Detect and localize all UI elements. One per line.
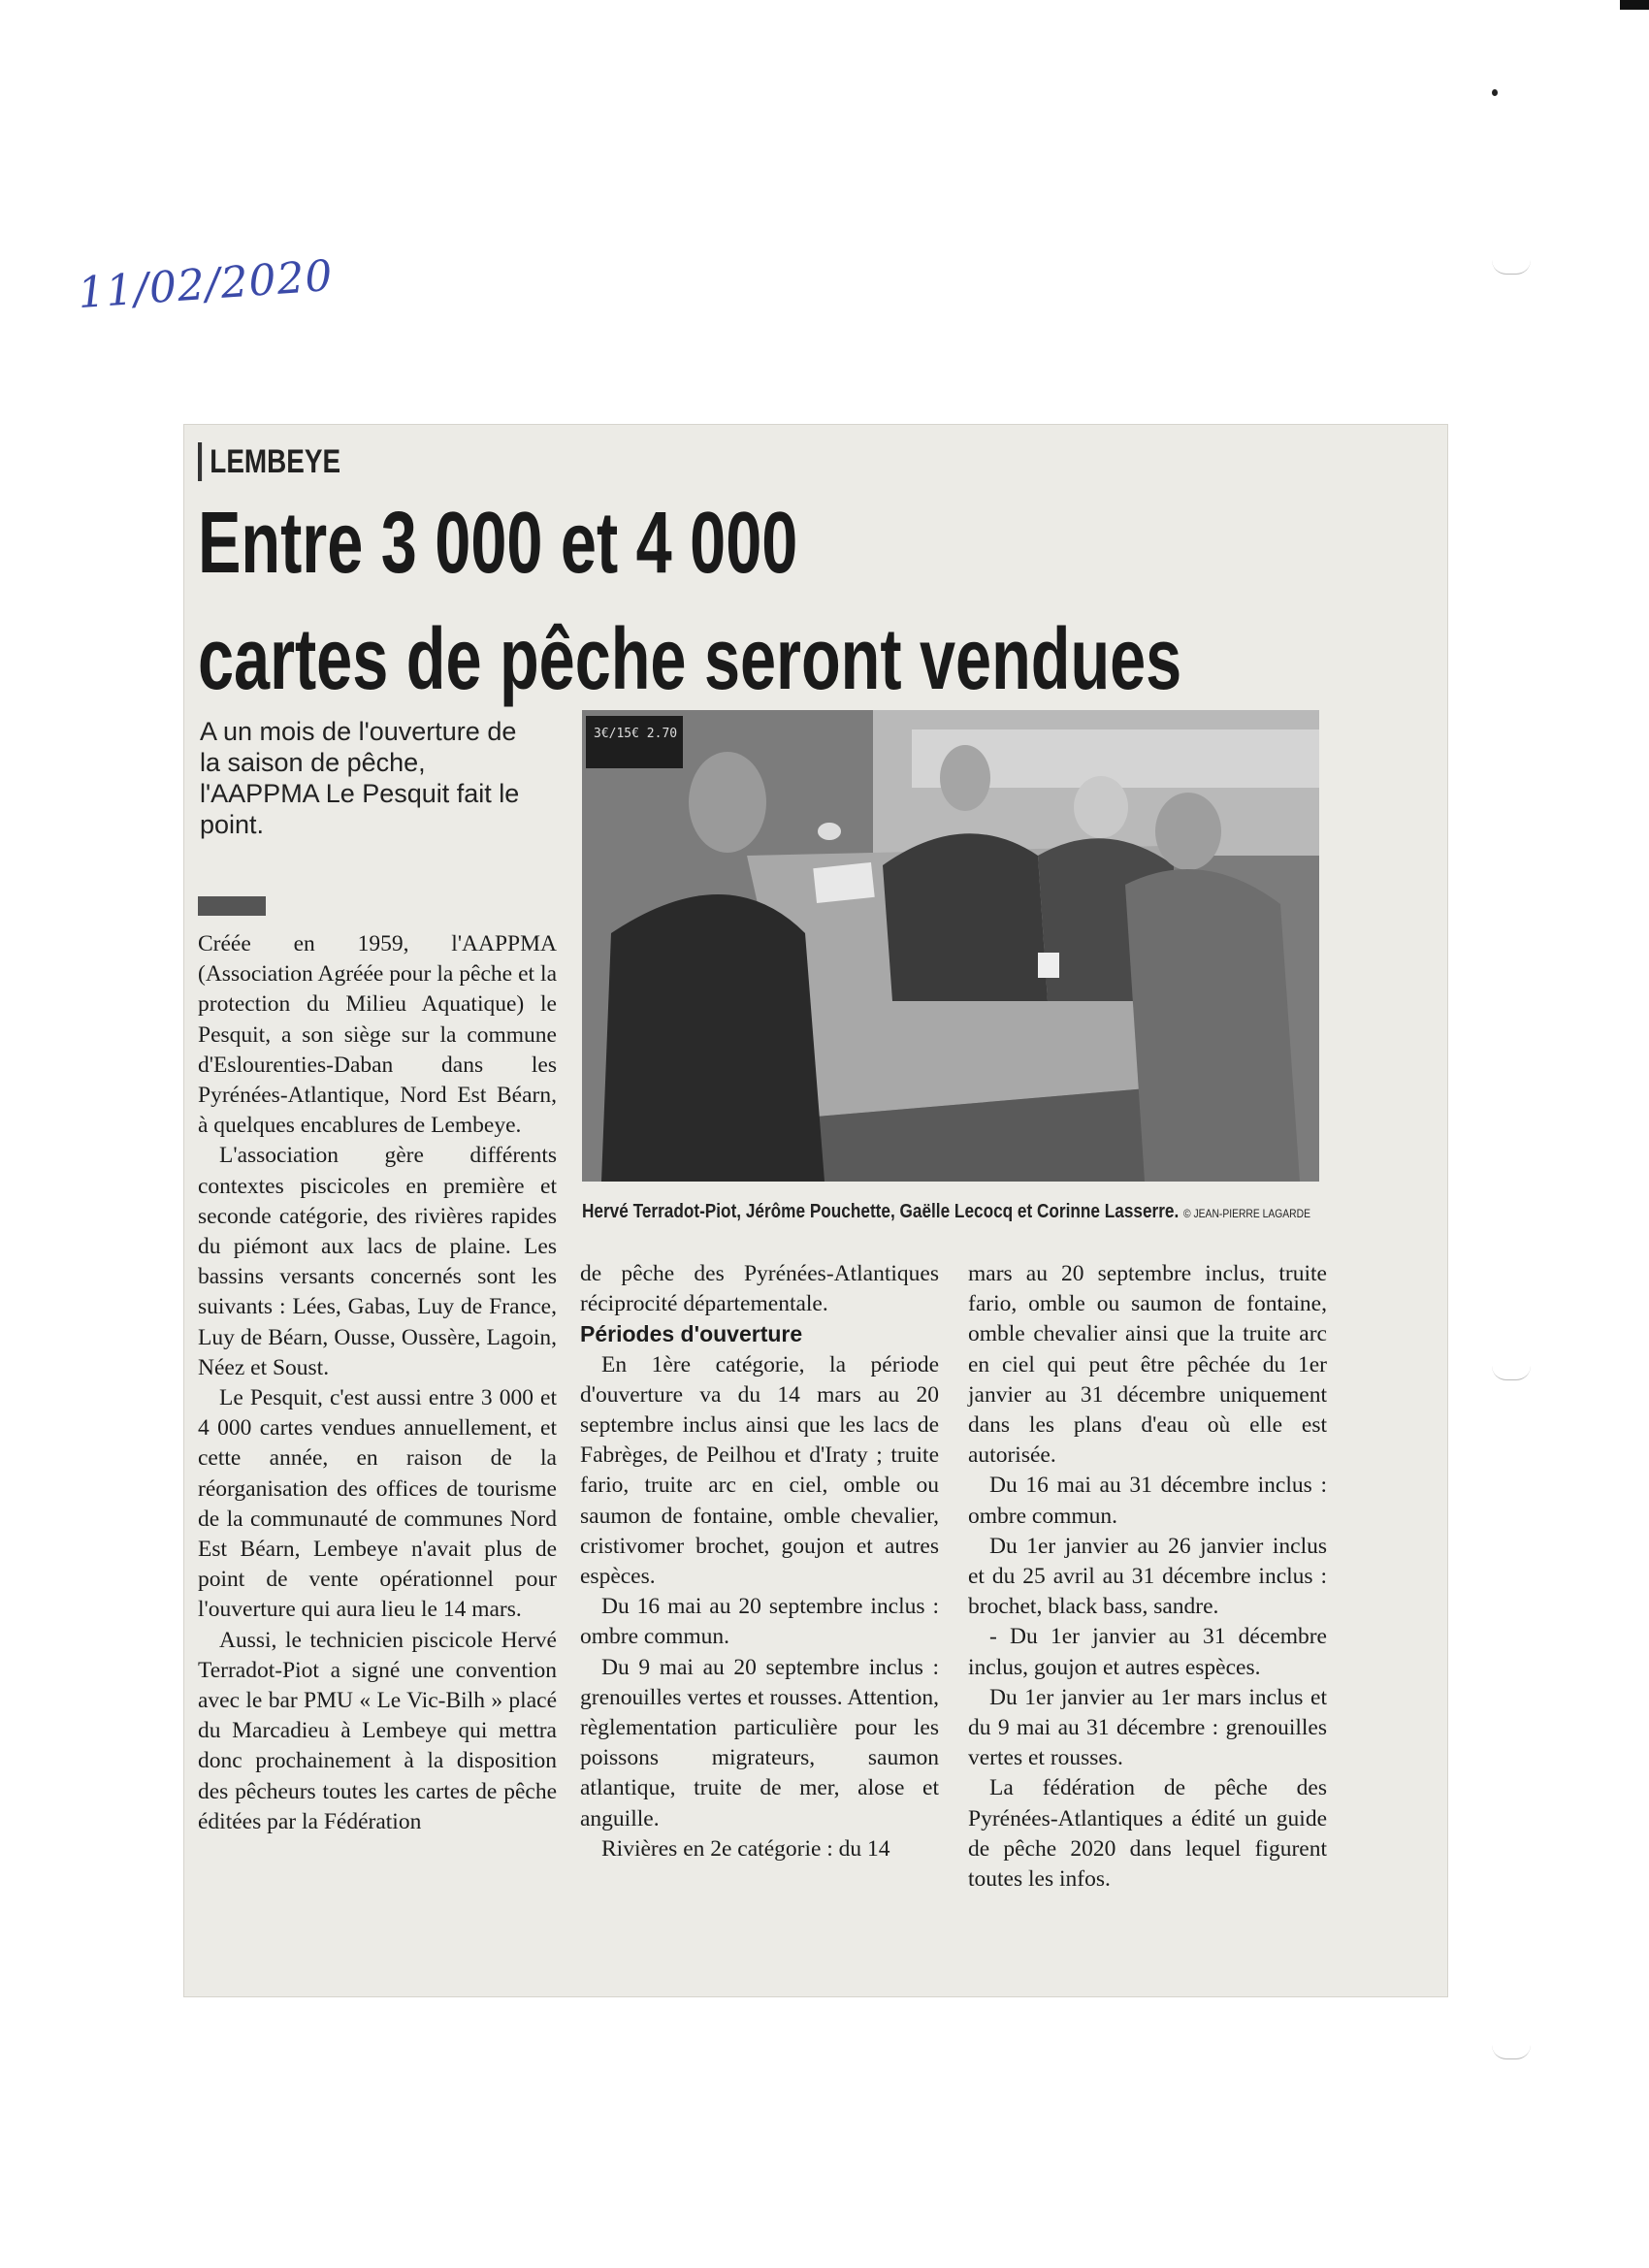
column-3 (968, 1259, 1327, 1895)
paragraph: mars au 20 septembre inclus, truite fario, omble ou saumon de fontaine, omble chevalier ainsi que la truite arc en ciel qui peut être pêchée du 1er janvier au 31 décembre uniquement dans les plans d'eau où elle est autorisée. (968, 1261, 1327, 1469)
paragraph: Du 1er janvier au 1er mars inclus et du 9 mai au 31 décembre : grenouilles vertes et rousses. (968, 1684, 1327, 1771)
scan-edge-mark (1492, 2045, 1531, 2059)
paragraph: Aussi, le technicien piscicole Hervé Terradot-Piot a signé une convention avec le bar PMU « Le Vic-Bilh » placé du Marcadieu à Lembeye qui mettra donc prochainement à la disposition des pêcheurs toutes les cartes de pêche éditées par la Fédération (198, 1627, 557, 1834)
photo-caption (582, 1201, 1333, 1223)
subheading: Périodes d'ouverture (580, 1321, 803, 1347)
paragraph: de pêche des Pyrénées-Atlantiques réciprocité départementale. (580, 1261, 939, 1317)
paragraph: Du 16 mai au 31 décembre inclus : ombre commun. (968, 1473, 1327, 1529)
caption-text: Hervé Terradot-Piot, Jérôme Pouchette, Gaëlle Lecocq et Corinne Lasserre. (582, 1201, 1180, 1222)
photo-illustration (582, 710, 1319, 1182)
photo-board-text: 3€/15€ 2.70 (594, 727, 678, 741)
article-photo (582, 710, 1319, 1182)
column-2 (580, 1259, 939, 1864)
paragraph: La fédération de pêche des Pyrénées-Atlantiques a édité un guide de pêche 2020 dans lequel figurent toutes les infos. (968, 1775, 1327, 1893)
paragraph-marker (198, 896, 266, 916)
handwritten-date: 11/02/2020 (76, 250, 336, 319)
newspaper-clipping (184, 425, 1447, 1996)
headline (198, 485, 1346, 718)
rubric-label: LEMBEYE (198, 442, 340, 481)
headline-line-2: cartes de pêche seront vendues (198, 611, 1182, 708)
paragraph: Créée en 1959, l'AAPPMA (Association Agréée pour la pêche et la protection du Milieu Aquatique) le Pesquit, a son siège sur la commune d'Eslourenties-Daban dans les Pyrénées-Atlantique, Nord Est Béarn, à quelques encablures de Lembeye. (198, 931, 557, 1139)
headline-line-1: Entre 3 000 et 4 000 (198, 495, 798, 592)
paragraph: Rivières en 2e catégorie : du 14 (601, 1835, 890, 1862)
paragraph: - Du 1er janvier au 31 décembre inclus, goujon et autres espèces. (968, 1624, 1327, 1680)
paragraph: En 1ère catégorie, la période d'ouverture va du 14 mars au 20 septembre inclus ainsi que les lacs de Fabrèges, de Peilhou et d'Iraty ; truite fario, truite arc en ciel, omble ou saumon de fontaine, omble chevalier, cristivomer brochet, goujon et autres espèces. (580, 1351, 939, 1590)
photo-credit: © JEAN-PIERRE LAGARDE (1183, 1207, 1310, 1220)
paragraph: Du 16 mai au 20 septembre inclus : ombre commun. (580, 1594, 939, 1650)
paragraph: Du 9 mai au 20 septembre inclus : grenouilles vertes et rousses. Attention, règlementation particulière pour les poissons migrateurs, saumon atlantique, truite de mer, alose et anguille. (580, 1654, 939, 1831)
paragraph: Du 1er janvier au 26 janvier inclus et du 25 avril au 31 décembre inclus : brochet, black bass, sandre. (968, 1533, 1327, 1620)
scan-edge-mark (1492, 260, 1531, 275)
column-1 (198, 929, 557, 1837)
article-lead: A un mois de l'ouverture de la saison de pêche, l'AAPPMA Le Pesquit fait le point. (200, 717, 520, 839)
scan-corner-mark (1620, 0, 1649, 10)
paragraph: Le Pesquit, c'est aussi entre 3 000 et 4 000 cartes vendues annuellement, et cette année, en raison de la réorganisation des offices de tourisme de la communauté de communes Nord Est Béarn, Lembeye n'avait plus de point de vente opérationnel pour l'ouverture qui aura lieu le 14 mars. (198, 1385, 557, 1623)
paragraph: L'association gère différents contextes piscicoles en première et seconde catégorie, des rivières rapides du piémont aux lacs de plaine. Les bassins versants concernés sont les suivants : Lées, Gabas, Luy de France, Luy de Béarn, Ousse, Oussère, Lagoin, Néez et Soust. (198, 1143, 557, 1380)
scan-speck (1492, 89, 1498, 96)
scan-edge-mark (1492, 1366, 1531, 1380)
